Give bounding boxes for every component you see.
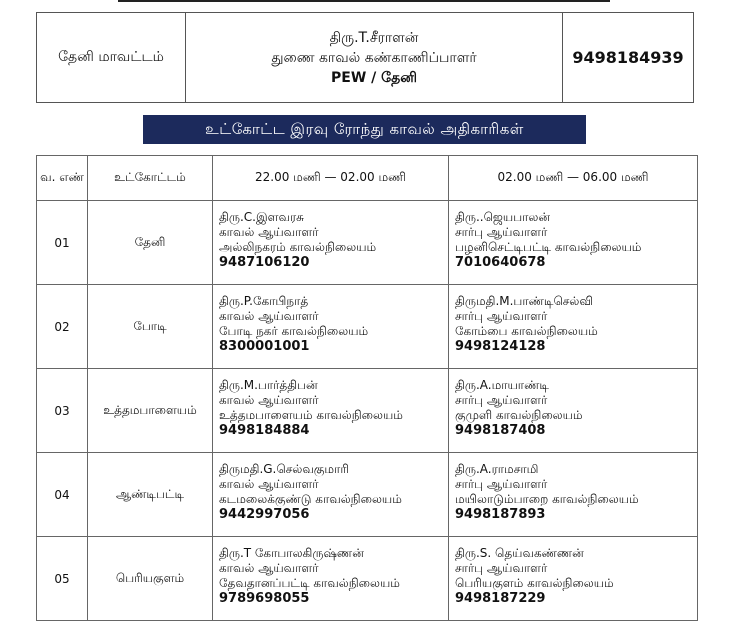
row-number: 02 bbox=[37, 285, 88, 369]
officer-name: திரு.P.கோபிநாத் bbox=[219, 294, 309, 308]
officer-name: திரு.C.இளவரசு bbox=[219, 210, 304, 224]
officer-name: திரு.T கோபாலகிருஷ்ணன் bbox=[219, 546, 364, 560]
officer-name: திரு.A.ராமசாமி bbox=[455, 462, 539, 476]
officer-unit: PEW / தேனி bbox=[331, 69, 417, 86]
officer-designation: காவல் ஆய்வாளர் bbox=[219, 561, 319, 575]
officer-phone: 9442997056 bbox=[219, 507, 310, 522]
officer-station: உத்தமபாளையம் காவல்நிலையம் bbox=[219, 408, 403, 422]
row-number: 04 bbox=[37, 453, 88, 537]
row-subdivision: ஆண்டிபட்டி bbox=[88, 453, 213, 537]
row-subdivision: உத்தமபாளையம் bbox=[88, 369, 213, 453]
officer-phone: 9498184939 bbox=[563, 13, 694, 103]
shift1-officer bbox=[213, 453, 449, 537]
table-row bbox=[37, 537, 698, 621]
col-header-shift1: 22.00 மணி — 02.00 மணி bbox=[213, 156, 449, 201]
officer-station: குமுளி காவல்நிலையம் bbox=[455, 408, 583, 422]
officer-station: கோம்பை காவல்நிலையம் bbox=[455, 324, 598, 338]
district-label: தேனி மாவட்டம் bbox=[58, 48, 164, 65]
table-row bbox=[37, 453, 698, 537]
table-row bbox=[37, 285, 698, 369]
shift2-officer bbox=[449, 453, 698, 537]
officer-cell bbox=[186, 13, 563, 103]
shift2-officer bbox=[449, 201, 698, 285]
officer-station: மயிலாடும்பாறை காவல்நிலையம் bbox=[455, 492, 639, 506]
shift1-officer bbox=[213, 285, 449, 369]
officer-designation: காவல் ஆய்வாளர் bbox=[219, 225, 319, 239]
officer-designation: சார்பு ஆய்வாளர் bbox=[455, 393, 548, 407]
officer-phone: 9487106120 bbox=[219, 255, 310, 270]
officer-name: திரு.S. தெய்வகண்ணன் bbox=[455, 546, 584, 560]
banner-title: உட்கோட்ட இரவு ரோந்து காவல் அதிகாரிகள் bbox=[143, 115, 586, 144]
table-row bbox=[37, 369, 698, 453]
officer-designation: சார்பு ஆய்வாளர் bbox=[455, 477, 548, 491]
officers-table bbox=[36, 155, 698, 621]
table-header-row bbox=[37, 156, 698, 201]
row-subdivision: பெரியகுளம் bbox=[88, 537, 213, 621]
officer-designation: துணை காவல் கண்காணிப்பாளர் bbox=[271, 49, 477, 66]
officer-station: அல்லிநகரம் காவல்நிலையம் bbox=[219, 240, 377, 254]
district-cell bbox=[37, 13, 186, 103]
officer-name: திரு.T.சீராளன் bbox=[329, 29, 419, 46]
officer-station: பழனிசெட்டிபட்டி காவல்நிலையம் bbox=[455, 240, 642, 254]
officer-name: திருமதி.M.பாண்டிசெல்வி bbox=[455, 294, 594, 308]
officer-phone: 9498124128 bbox=[455, 339, 546, 354]
officer-phone: 9498187893 bbox=[455, 507, 546, 522]
officer-station: தேவதானப்பட்டி காவல்நிலையம் bbox=[219, 576, 400, 590]
officer-phone: 8300001001 bbox=[219, 339, 310, 354]
shift1-officer bbox=[213, 369, 449, 453]
officer-phone: 9789698055 bbox=[219, 591, 310, 606]
officer-name: திருமதி.G.செல்வகுமாரி bbox=[219, 462, 349, 476]
header-table bbox=[36, 12, 694, 103]
officer-name: திரு.A.மாயாண்டி bbox=[455, 378, 549, 392]
officer-designation: காவல் ஆய்வாளர் bbox=[219, 393, 319, 407]
officer-designation: சார்பு ஆய்வாளர் bbox=[455, 309, 548, 323]
row-subdivision: போடி bbox=[88, 285, 213, 369]
row-subdivision: தேனி bbox=[88, 201, 213, 285]
officer-phone: 9498184884 bbox=[219, 423, 310, 438]
officer-phone: 9498187229 bbox=[455, 591, 546, 606]
officer-designation: சார்பு ஆய்வாளர் bbox=[455, 561, 548, 575]
table-row bbox=[37, 201, 698, 285]
officer-designation: காவல் ஆய்வாளர் bbox=[219, 477, 319, 491]
shift2-officer bbox=[449, 537, 698, 621]
officer-phone: 7010640678 bbox=[455, 255, 546, 270]
shift1-officer bbox=[213, 201, 449, 285]
officer-designation: சார்பு ஆய்வாளர் bbox=[455, 225, 548, 239]
shift2-officer bbox=[449, 369, 698, 453]
officer-station: கடமலைக்குண்டு காவல்நிலையம் bbox=[219, 492, 402, 506]
shift2-officer bbox=[449, 285, 698, 369]
officer-designation: காவல் ஆய்வாளர் bbox=[219, 309, 319, 323]
officer-name: திரு..ஜெயபாலன் bbox=[455, 210, 551, 224]
row-number: 05 bbox=[37, 537, 88, 621]
row-number: 01 bbox=[37, 201, 88, 285]
col-header-shift2: 02.00 மணி — 06.00 மணி bbox=[449, 156, 698, 201]
officer-station: போடி நகர் காவல்நிலையம் bbox=[219, 324, 369, 338]
top-rule bbox=[118, 0, 610, 2]
col-header-no: வ. எண் bbox=[37, 156, 88, 201]
officer-name: திரு.M.பார்த்திபன் bbox=[219, 378, 318, 392]
shift1-officer bbox=[213, 537, 449, 621]
col-header-subdivision: உட்கோட்டம் bbox=[88, 156, 213, 201]
row-number: 03 bbox=[37, 369, 88, 453]
officer-station: பெரியகுளம் காவல்நிலையம் bbox=[455, 576, 614, 590]
officer-phone: 9498187408 bbox=[455, 423, 546, 438]
